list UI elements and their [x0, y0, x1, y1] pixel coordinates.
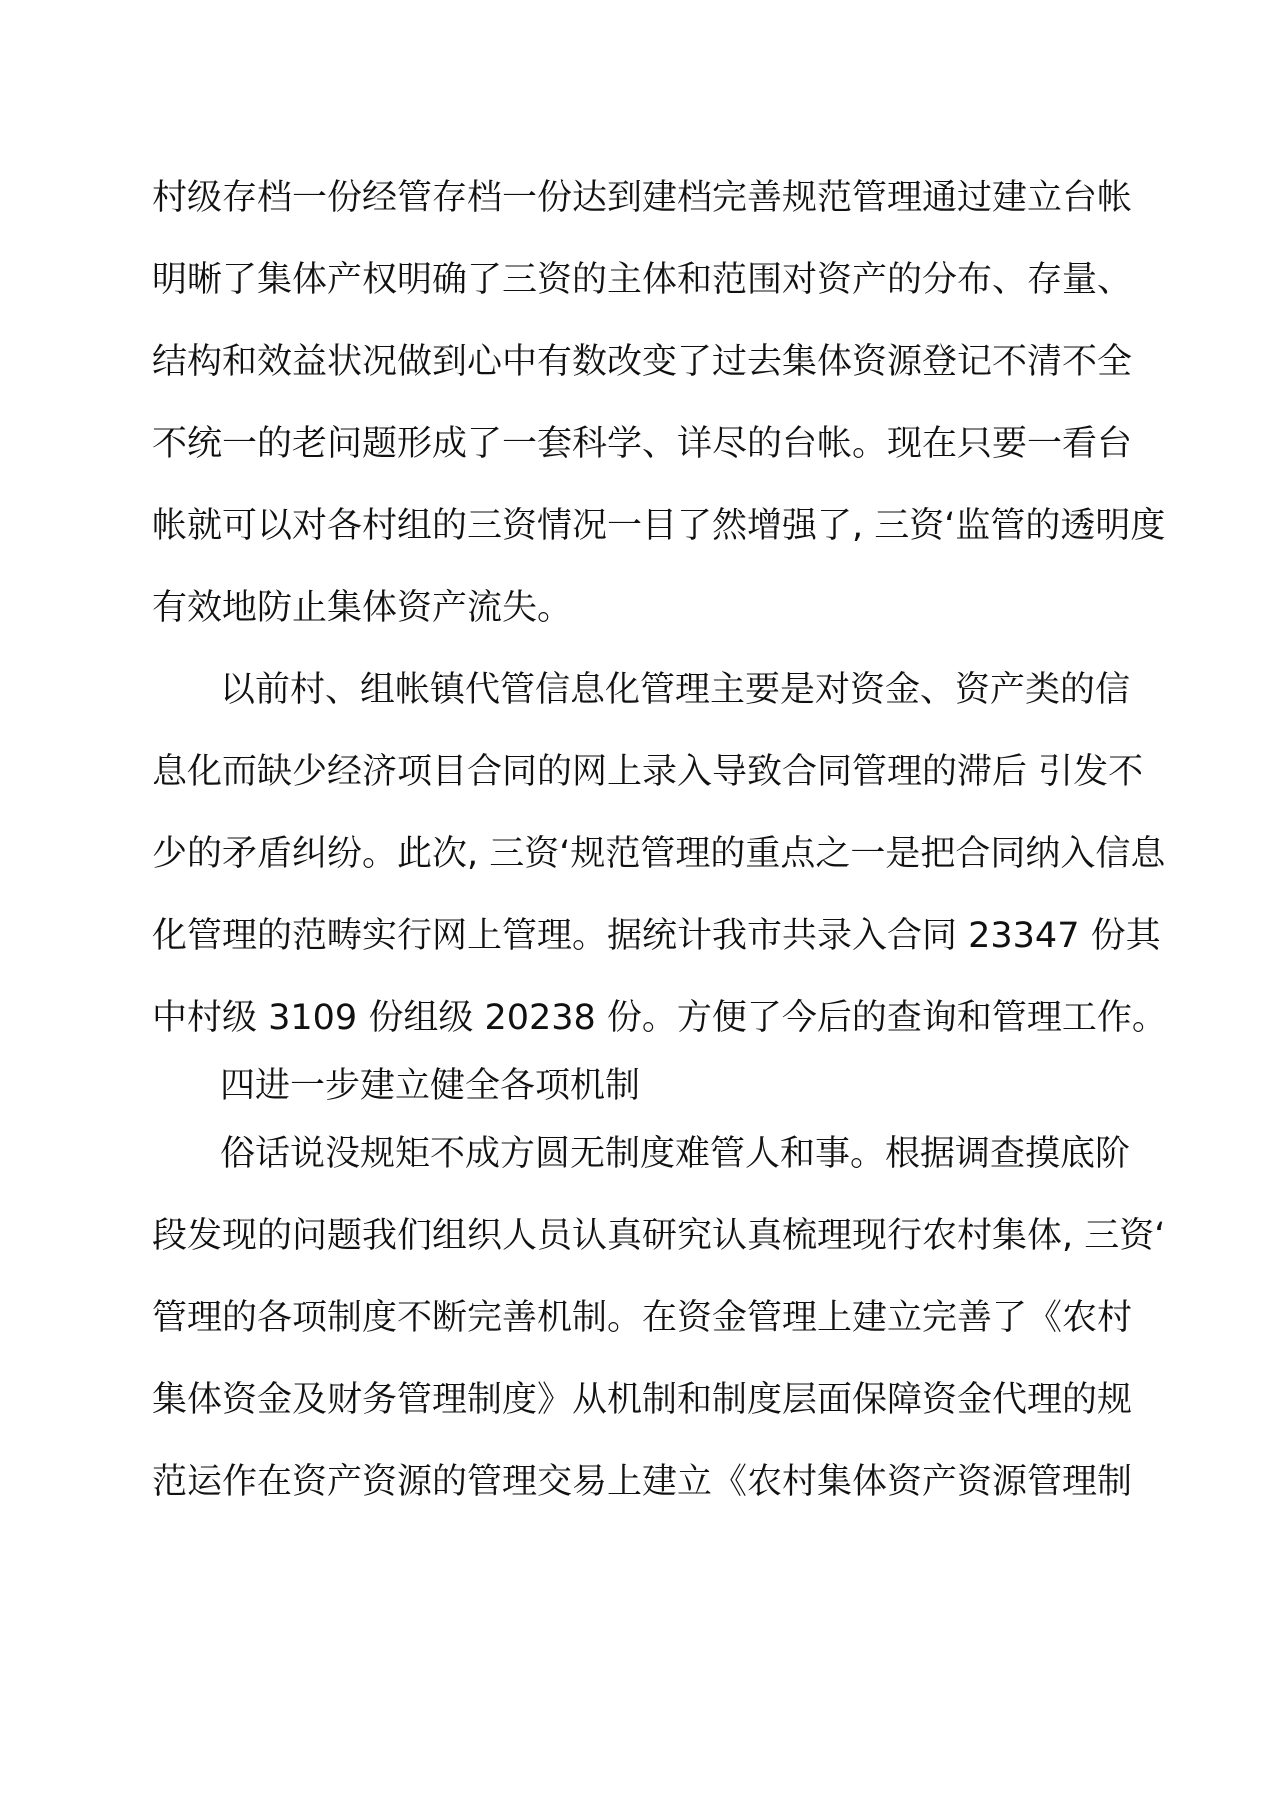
paragraph-3-line-2: 段发现的问题我们组织人员认真研究认真梳理现行农村集体, 三资‘ [152, 1216, 1166, 1256]
paragraph-2-line-1: 以前村、组帐镇代管信息化管理主要是对资金、资产类的信 [220, 670, 1131, 710]
paragraph-2-line-4: 化管理的范畴实行网上管理。据统计我市共录入合同 23347 份其 [152, 916, 1161, 956]
text-line-1: 村级存档一份经管存档一份达到建档完善规范管理通过建立台帐 [152, 178, 1133, 218]
paragraph-3-line-5: 范运作在资产资源的管理交易上建立《农村集体资产资源管理制 [152, 1462, 1133, 1502]
paragraph-2-line-3: 少的矛盾纠纷。此次, 三资‘规范管理的重点之一是把合同纳入信息 [152, 834, 1166, 874]
paragraph-3-line-4: 集体资金及财务管理制度》从机制和制度层面保障资金代理的规 [152, 1380, 1133, 1420]
text-line-4: 不统一的老问题形成了一套科学、详尽的台帐。现在只要一看台 [152, 424, 1133, 464]
text-line-6: 有效地防止集体资产流失。 [152, 588, 573, 628]
text-line-3: 结构和效益状况做到心中有数改变了过去集体资源登记不清不全 [152, 342, 1133, 382]
paragraph-2-line-2: 息化而缺少经济项目合同的网上录入导致合同管理的滞后 引发不 [152, 752, 1144, 792]
paragraph-3-line-3: 管理的各项制度不断完善机制。在资金管理上建立完善了《农村 [152, 1298, 1133, 1338]
paragraph-3-line-1: 俗话说没规矩不成方圆无制度难管人和事。根据调查摸底阶 [220, 1134, 1131, 1174]
paragraph-2-line-5: 中村级 3109 份组级 20238 份。方便了今后的查询和管理工作。 [152, 998, 1167, 1038]
text-line-5: 帐就可以对各村组的三资情况一目了然增强了, 三资‘监管的透明度 [152, 506, 1166, 546]
text-line-2: 明晰了集体产权明确了三资的主体和范围对资产的分布、存量、 [152, 260, 1133, 300]
section-heading: 四进一步建立健全各项机制 [220, 1066, 641, 1106]
